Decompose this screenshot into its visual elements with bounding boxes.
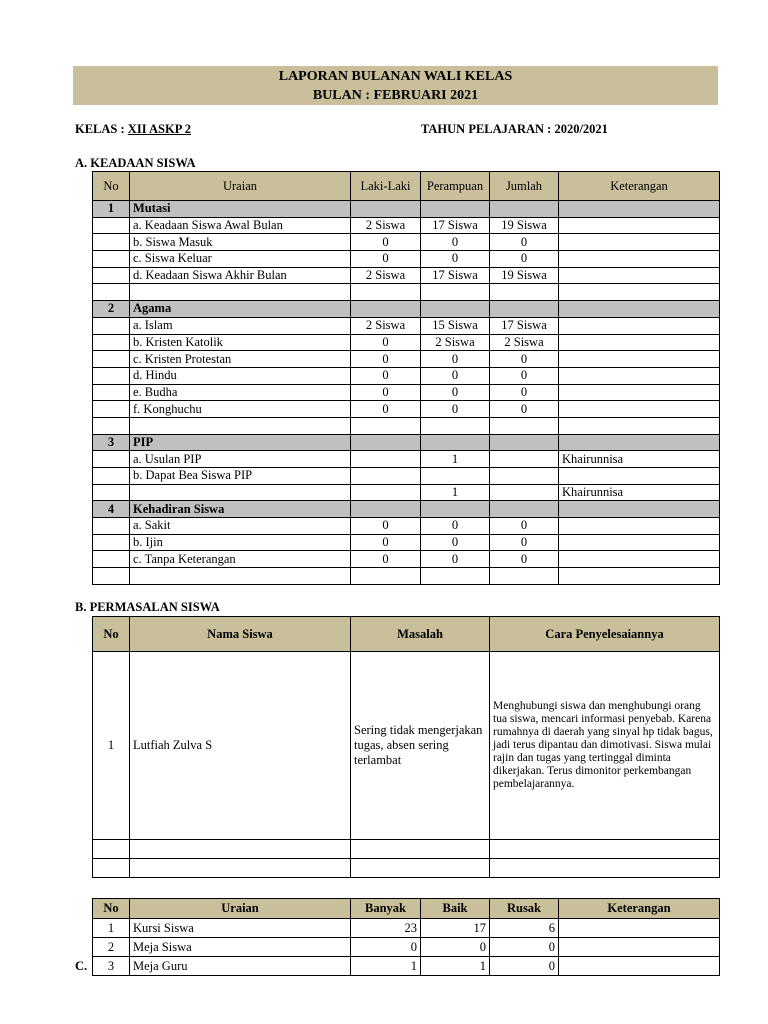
empty-cell	[351, 434, 421, 451]
column-header: Masalah	[351, 617, 490, 652]
table-row	[93, 267, 720, 284]
jumlah-cell: 0	[490, 401, 559, 418]
uraian-cell: Meja Siswa	[130, 938, 351, 957]
uraian-cell: e. Budha	[130, 384, 351, 401]
empty-cell	[351, 301, 421, 318]
keterangan-cell	[559, 468, 720, 485]
table-row	[93, 234, 720, 251]
empty-cell	[93, 484, 130, 501]
keterangan-cell	[559, 334, 720, 351]
empty-cell	[93, 384, 130, 401]
kelas-value: XII ASKP 2	[127, 122, 192, 136]
keterangan-cell: Khairunnisa	[559, 484, 720, 501]
keterangan-cell	[559, 267, 720, 284]
laki-laki-cell: 0	[351, 351, 421, 368]
section-b-title: B. PERMASALAN SISWA	[75, 600, 220, 614]
jumlah-cell	[490, 484, 559, 501]
table-row	[93, 351, 720, 368]
permasalahan-siswa-table	[92, 616, 720, 878]
perempuan-cell: 1	[421, 484, 490, 501]
jumlah-cell: 17 Siswa	[490, 317, 559, 334]
table-header-row	[93, 172, 720, 201]
laki-laki-cell: 2 Siswa	[351, 317, 421, 334]
uraian-cell: a. Sakit	[130, 518, 351, 535]
table-row	[93, 957, 720, 976]
laki-laki-cell	[351, 484, 421, 501]
laki-laki-cell: 0	[351, 551, 421, 568]
uraian-cell	[130, 568, 351, 585]
table-row	[93, 284, 720, 301]
laki-laki-cell	[351, 451, 421, 468]
perempuan-cell: 0	[421, 351, 490, 368]
empty-cell	[93, 367, 130, 384]
jumlah-cell: 0	[490, 251, 559, 268]
empty-cell	[351, 501, 421, 518]
keterangan-cell	[559, 251, 720, 268]
perempuan-cell	[421, 568, 490, 585]
table-row	[93, 919, 720, 938]
table-row	[93, 417, 720, 434]
jumlah-cell	[490, 468, 559, 485]
empty-cell	[93, 840, 130, 859]
laki-laki-cell	[351, 468, 421, 485]
group-number: 3	[93, 434, 130, 451]
group-number: 2	[93, 301, 130, 318]
no-cell: 2	[93, 938, 130, 957]
empty-cell	[351, 840, 490, 859]
empty-cell	[559, 434, 720, 451]
perempuan-cell: 0	[421, 367, 490, 384]
no-cell: 1	[93, 652, 130, 840]
empty-cell	[490, 201, 559, 218]
perempuan-cell: 0	[421, 518, 490, 535]
empty-cell	[93, 534, 130, 551]
keterangan-cell	[559, 367, 720, 384]
empty-cell	[351, 859, 490, 878]
perempuan-cell: 2 Siswa	[421, 334, 490, 351]
group-number: 1	[93, 201, 130, 218]
empty-cell	[93, 518, 130, 535]
group-name: Kehadiran Siswa	[130, 501, 351, 518]
table-row	[93, 468, 720, 485]
laki-laki-cell	[351, 417, 421, 434]
jumlah-cell	[490, 451, 559, 468]
perempuan-cell: 0	[421, 251, 490, 268]
empty-cell	[93, 468, 130, 485]
keadaan-siswa-table	[92, 171, 720, 585]
empty-cell	[93, 417, 130, 434]
jumlah-cell: 0	[490, 384, 559, 401]
kelas-info	[75, 122, 191, 137]
uraian-cell: b. Kristen Katolik	[130, 334, 351, 351]
keterangan-cell	[559, 234, 720, 251]
sarana-table	[92, 898, 720, 976]
keterangan-cell: Khairunnisa	[559, 451, 720, 468]
empty-cell	[490, 859, 720, 878]
column-header: Baik	[421, 899, 490, 919]
table-row	[93, 534, 720, 551]
empty-cell	[93, 234, 130, 251]
uraian-cell	[130, 417, 351, 434]
keterangan-cell	[559, 317, 720, 334]
table-row	[93, 484, 720, 501]
jumlah-cell: 0	[490, 351, 559, 368]
empty-cell	[490, 501, 559, 518]
uraian-cell: b. Dapat Bea Siswa PIP	[130, 468, 351, 485]
perempuan-cell: 0	[421, 551, 490, 568]
baik-cell: 0	[421, 938, 490, 957]
laki-laki-cell: 0	[351, 401, 421, 418]
report-month: BULAN : FEBRUARI 2021	[312, 88, 479, 103]
cara-penyelesaian-cell: Menghubungi siswa dan menghubungi orang tua siswa, mencari informasi penyebab. Karena rumahnya di daerah yang sinyal hp tidak bagus, jadi terus dipantau dan dimotivasi. Siswa mulai rajin dan tugas yang tertinggal diminta dikerjakan. Terus dimonitor perkembangan pembelajarannya.	[490, 652, 720, 840]
keterangan-cell	[559, 384, 720, 401]
laki-laki-cell: 0	[351, 234, 421, 251]
banyak-cell: 0	[351, 938, 421, 957]
table-row	[93, 551, 720, 568]
column-header: No	[93, 172, 130, 201]
column-header: No	[93, 617, 130, 652]
perempuan-cell: 1	[421, 451, 490, 468]
laki-laki-cell: 0	[351, 534, 421, 551]
jumlah-cell: 0	[490, 534, 559, 551]
uraian-cell: f. Konghuchu	[130, 401, 351, 418]
group-name: Agama	[130, 301, 351, 318]
column-header: Nama Siswa	[130, 617, 351, 652]
perempuan-cell	[421, 468, 490, 485]
table-row	[93, 217, 720, 234]
uraian-cell: b. Ijin	[130, 534, 351, 551]
keterangan-cell	[559, 351, 720, 368]
jumlah-cell: 0	[490, 518, 559, 535]
laki-laki-cell: 0	[351, 334, 421, 351]
column-header: Keterangan	[559, 172, 720, 201]
laki-laki-cell: 0	[351, 518, 421, 535]
uraian-cell	[130, 284, 351, 301]
column-header: Rusak	[490, 899, 559, 919]
column-header: Laki-Laki	[351, 172, 421, 201]
keterangan-cell	[559, 938, 720, 957]
empty-cell	[130, 840, 351, 859]
uraian-cell: Meja Guru	[130, 957, 351, 976]
column-header: Banyak	[351, 899, 421, 919]
empty-cell	[93, 859, 130, 878]
column-header: Uraian	[130, 172, 351, 201]
column-header: Perampuan	[421, 172, 490, 201]
empty-cell	[421, 301, 490, 318]
column-header: Cara Penyelesaiannya	[490, 617, 720, 652]
table-row	[93, 938, 720, 957]
uraian-cell: Kursi Siswa	[130, 919, 351, 938]
rusak-cell: 0	[490, 938, 559, 957]
rusak-cell: 0	[490, 957, 559, 976]
perempuan-cell: 0	[421, 234, 490, 251]
keterangan-cell	[559, 217, 720, 234]
table-row	[93, 451, 720, 468]
column-header: Jumlah	[490, 172, 559, 201]
keterangan-cell	[559, 518, 720, 535]
empty-cell	[559, 201, 720, 218]
table-row	[93, 652, 720, 840]
empty-cell	[559, 301, 720, 318]
uraian-cell: c. Kristen Protestan	[130, 351, 351, 368]
table-row	[93, 518, 720, 535]
kelas-label: KELAS :	[75, 122, 128, 136]
empty-cell	[93, 284, 130, 301]
laki-laki-cell: 2 Siswa	[351, 217, 421, 234]
keterangan-cell	[559, 284, 720, 301]
empty-cell	[93, 217, 130, 234]
no-cell: 3	[93, 957, 130, 976]
jumlah-cell	[490, 417, 559, 434]
empty-cell	[93, 551, 130, 568]
uraian-cell: a. Islam	[130, 317, 351, 334]
perempuan-cell	[421, 417, 490, 434]
uraian-cell: d. Keadaan Siswa Akhir Bulan	[130, 267, 351, 284]
empty-cell	[490, 840, 720, 859]
perempuan-cell	[421, 284, 490, 301]
empty-cell	[93, 251, 130, 268]
table-row	[93, 334, 720, 351]
baik-cell: 1	[421, 957, 490, 976]
keterangan-cell	[559, 568, 720, 585]
banyak-cell: 1	[351, 957, 421, 976]
column-header: Uraian	[130, 899, 351, 919]
empty-cell	[421, 501, 490, 518]
laki-laki-cell: 0	[351, 367, 421, 384]
group-row	[93, 434, 720, 451]
empty-cell	[351, 201, 421, 218]
table-row	[93, 859, 720, 878]
perempuan-cell: 17 Siswa	[421, 217, 490, 234]
laki-laki-cell: 0	[351, 251, 421, 268]
keterangan-cell	[559, 919, 720, 938]
laki-laki-cell	[351, 568, 421, 585]
empty-cell	[490, 434, 559, 451]
jumlah-cell	[490, 568, 559, 585]
keterangan-cell	[559, 534, 720, 551]
uraian-cell: a. Keadaan Siswa Awal Bulan	[130, 217, 351, 234]
group-name: Mutasi	[130, 201, 351, 218]
table-row	[93, 384, 720, 401]
column-header: Keterangan	[559, 899, 720, 919]
rusak-cell: 6	[490, 919, 559, 938]
empty-cell	[421, 201, 490, 218]
report-title: LAPORAN BULANAN WALI KELAS	[278, 69, 513, 84]
tahun-pelajaran: TAHUN PELAJARAN : 2020/2021	[421, 122, 608, 136]
perempuan-cell: 0	[421, 384, 490, 401]
jumlah-cell: 0	[490, 367, 559, 384]
table-row	[93, 568, 720, 585]
section-c-label: C.	[75, 959, 88, 973]
group-name: PIP	[130, 434, 351, 451]
laki-laki-cell: 2 Siswa	[351, 267, 421, 284]
uraian-cell: d. Hindu	[130, 367, 351, 384]
uraian-cell	[130, 484, 351, 501]
jumlah-cell: 2 Siswa	[490, 334, 559, 351]
empty-cell	[421, 434, 490, 451]
uraian-cell: c. Siswa Keluar	[130, 251, 351, 268]
jumlah-cell: 19 Siswa	[490, 217, 559, 234]
empty-cell	[130, 859, 351, 878]
keterangan-cell	[559, 417, 720, 434]
table-row	[93, 401, 720, 418]
empty-cell	[559, 501, 720, 518]
empty-cell	[490, 301, 559, 318]
report-title-box	[73, 66, 718, 105]
jumlah-cell: 19 Siswa	[490, 267, 559, 284]
empty-cell	[93, 317, 130, 334]
table-row	[93, 840, 720, 859]
table-row	[93, 251, 720, 268]
no-cell: 1	[93, 919, 130, 938]
laki-laki-cell	[351, 284, 421, 301]
empty-cell	[93, 351, 130, 368]
uraian-cell: a. Usulan PIP	[130, 451, 351, 468]
table-row	[93, 317, 720, 334]
perempuan-cell: 0	[421, 534, 490, 551]
empty-cell	[93, 334, 130, 351]
perempuan-cell: 0	[421, 401, 490, 418]
section-a-title: A. KEADAAN SISWA	[75, 156, 196, 170]
keterangan-cell	[559, 401, 720, 418]
keterangan-cell	[559, 957, 720, 976]
column-header: No	[93, 899, 130, 919]
empty-cell	[93, 267, 130, 284]
perempuan-cell: 17 Siswa	[421, 267, 490, 284]
nama-siswa-cell: Lutfiah Zulva S	[130, 652, 351, 840]
empty-cell	[93, 568, 130, 585]
baik-cell: 17	[421, 919, 490, 938]
jumlah-cell: 0	[490, 551, 559, 568]
laki-laki-cell: 0	[351, 384, 421, 401]
jumlah-cell	[490, 284, 559, 301]
table-row	[93, 367, 720, 384]
group-row	[93, 501, 720, 518]
jumlah-cell: 0	[490, 234, 559, 251]
keterangan-cell	[559, 551, 720, 568]
table-header-row	[93, 899, 720, 919]
perempuan-cell: 15 Siswa	[421, 317, 490, 334]
group-row	[93, 201, 720, 218]
group-number: 4	[93, 501, 130, 518]
uraian-cell: b. Siswa Masuk	[130, 234, 351, 251]
group-row	[93, 301, 720, 318]
masalah-cell: Sering tidak mengerjakan tugas, absen sering terlambat	[351, 652, 490, 840]
empty-cell	[93, 401, 130, 418]
table-header-row	[93, 617, 720, 652]
banyak-cell: 23	[351, 919, 421, 938]
empty-cell	[93, 451, 130, 468]
uraian-cell: c. Tanpa Keterangan	[130, 551, 351, 568]
